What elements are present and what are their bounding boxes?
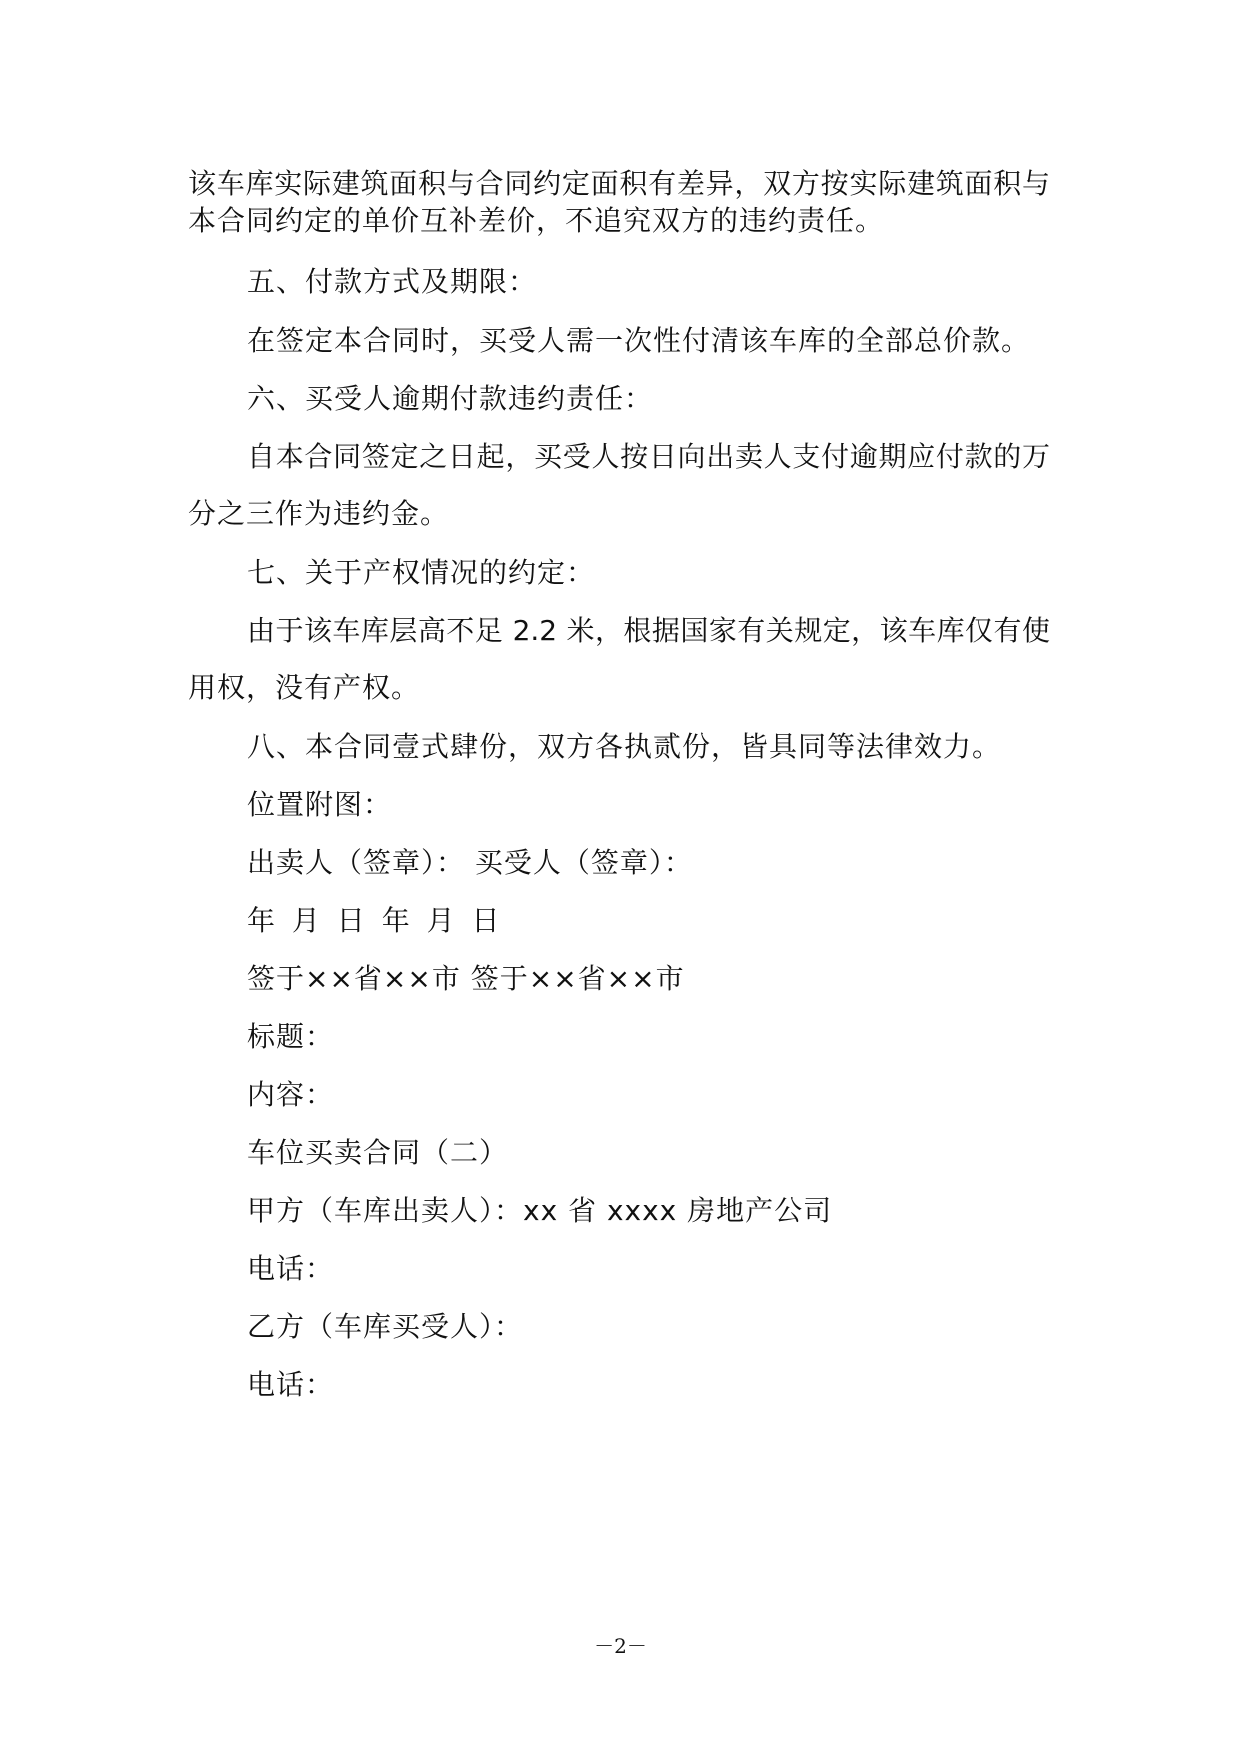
location-map-label: 位置附图：	[247, 788, 393, 821]
party-b-phone-label: 电话：	[247, 1368, 335, 1401]
party-a-label: 甲方（车库出卖人）：xx 省 xxxx 房地产公司	[247, 1194, 833, 1227]
title-label: 标题：	[247, 1020, 335, 1053]
section-heading-property-rights: 七、关于产权情况的约定：	[247, 556, 596, 589]
signature-labels: 出卖人（签章）： 买受人（签章）：	[247, 846, 693, 879]
paragraph-area-difference-line-1: 该车库实际建筑面积与合同约定面积有差异，双方按实际建筑面积与	[188, 167, 1050, 200]
content-label: 内容：	[247, 1078, 335, 1111]
paragraph-late-payment-line-1: 自本合同签定之日起，买受人按日向出卖人支付逾期应付款的万	[247, 440, 1050, 473]
paragraph-property-rights-line-2: 用权，没有产权。	[188, 671, 421, 704]
contract-two-title: 车位买卖合同（二）	[247, 1136, 509, 1169]
section-contract-copies: 八、本合同壹式肆份，双方各执贰份，皆具同等法律效力。	[247, 730, 1002, 763]
signing-location-labels: 签于××省××市 签于××省××市	[247, 962, 685, 995]
section-heading-payment: 五、付款方式及期限：	[247, 265, 538, 298]
section-heading-late-payment: 六、买受人逾期付款违约责任：	[247, 382, 654, 415]
party-a-phone-label: 电话：	[247, 1252, 335, 1285]
paragraph-property-rights-line-1: 由于该车库层高不足 2.2 米，根据国家有关规定，该车库仅有使	[247, 614, 1050, 647]
page-number: －2－	[594, 1634, 647, 1658]
paragraph-late-payment-line-2: 分之三作为违约金。	[188, 497, 450, 530]
party-b-label: 乙方（车库买受人）：	[247, 1310, 524, 1343]
paragraph-payment: 在签定本合同时，买受人需一次性付清该车库的全部总价款。	[247, 324, 1031, 357]
paragraph-area-difference-line-2: 本合同约定的单价互补差价，不追究双方的违约责任。	[188, 204, 885, 237]
date-labels: 年 月 日 年 月 日	[247, 904, 501, 937]
